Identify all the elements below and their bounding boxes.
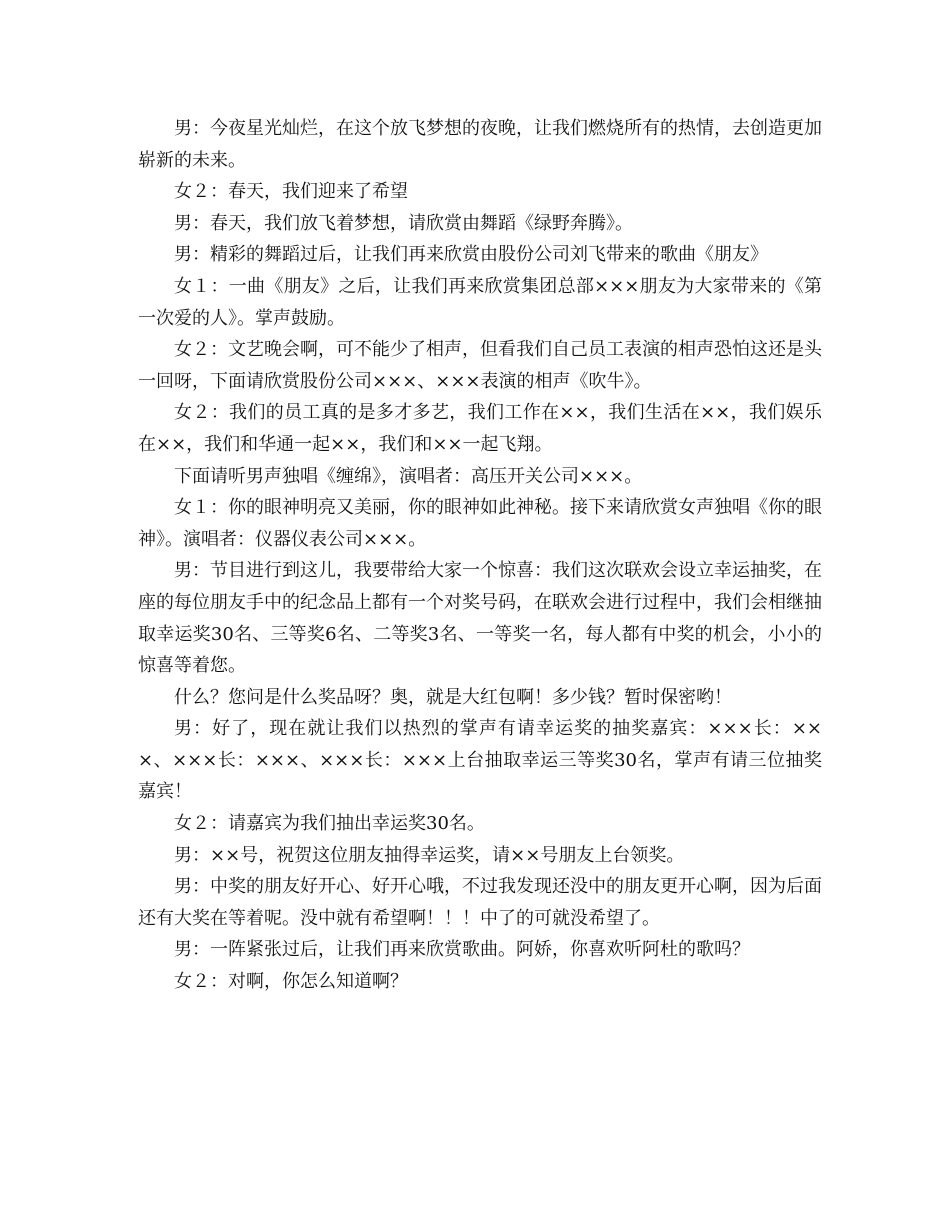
paragraph: 男：今夜星光灿烂，在这个放飞梦想的夜晚，让我们燃烧所有的热情，去创造更加崭新的未来。 [138, 118, 822, 171]
paragraph: 男：精彩的舞蹈过后，让我们再来欣赏由股份公司刘飞带来的歌曲《朋友》 [174, 244, 768, 266]
document-body [138, 113, 822, 998]
paragraph: 女１：一曲《朋友》之后，让我们再来欣赏集团总部×××朋友为大家带来的《第一次爱的人》。掌声鼓励。 [138, 275, 822, 329]
paragraph: 下面请听男声独唱《缠绵》，演唱者：高压开关公司×××。 [174, 465, 643, 487]
paragraph: 女２：请嘉宾为我们抽出幸运奖30名。 [174, 813, 485, 835]
paragraph: 男：节目进行到这儿，我要带给大家一个惊喜：我们这次联欢会设立幸运抽奖，在座的每位朋友手中的纪念品上都有一个对奖号码，在联欢会进行过程中，我们会相继抽取幸运奖30名、三等奖6名、二等奖3名、一等奖一名，每人都有中奖的机会，小小的惊喜等着您。 [138, 560, 822, 677]
paragraph: 女１：你的眼神明亮又美丽，你的眼神如此神秘。接下来请欣赏女声独唱《你的眼神》。演唱者：仪器仪表公司×××。 [138, 497, 822, 550]
paragraph: 女２：对啊，你怎么知道啊？ [174, 971, 408, 993]
paragraph: 男：××号，祝贺这位朋友抽得幸运奖，请××号朋友上台领奖。 [174, 844, 685, 866]
paragraph: 男：一阵紧张过后，让我们再来欣赏歌曲。阿娇，你喜欢听阿杜的歌吗？ [174, 939, 750, 961]
paragraph: 男：春天，我们放飞着梦想，请欣赏由舞蹈《绿野奔腾》。 [174, 212, 633, 234]
paragraph: 男：中奖的朋友好开心、好开心哦，不过我发现还没中的朋友更开心啊，因为后面还有大奖在等着呢。没中就有希望啊！！！中了的可就没希望了。 [138, 876, 822, 929]
paragraph: 男：好了，现在就让我们以热烈的掌声有请幸运奖的抽奖嘉宾：×××长：×××、×××长：×××、×××长：×××上台抽取幸运三等奖30名，掌声有请三位抽奖嘉宾！ [138, 718, 822, 803]
paragraph: 女２：我们的员工真的是多才多艺，我们工作在××，我们生活在××，我们娱乐在××，我们和华通一起××，我们和××一起飞翔。 [138, 402, 822, 455]
paragraph: 什么？您问是什么奖品呀？奥，就是大红包啊！多少钱？暂时保密哟！ [174, 686, 732, 708]
paragraph: 女２：文艺晚会啊，可不能少了相声，但看我们自己员工表演的相声恐怕这还是头一回呀，下面请欣赏股份公司×××、×××表演的相声《吹牛》。 [138, 339, 822, 392]
paragraph: 女２：春天，我们迎来了希望 [174, 181, 408, 203]
